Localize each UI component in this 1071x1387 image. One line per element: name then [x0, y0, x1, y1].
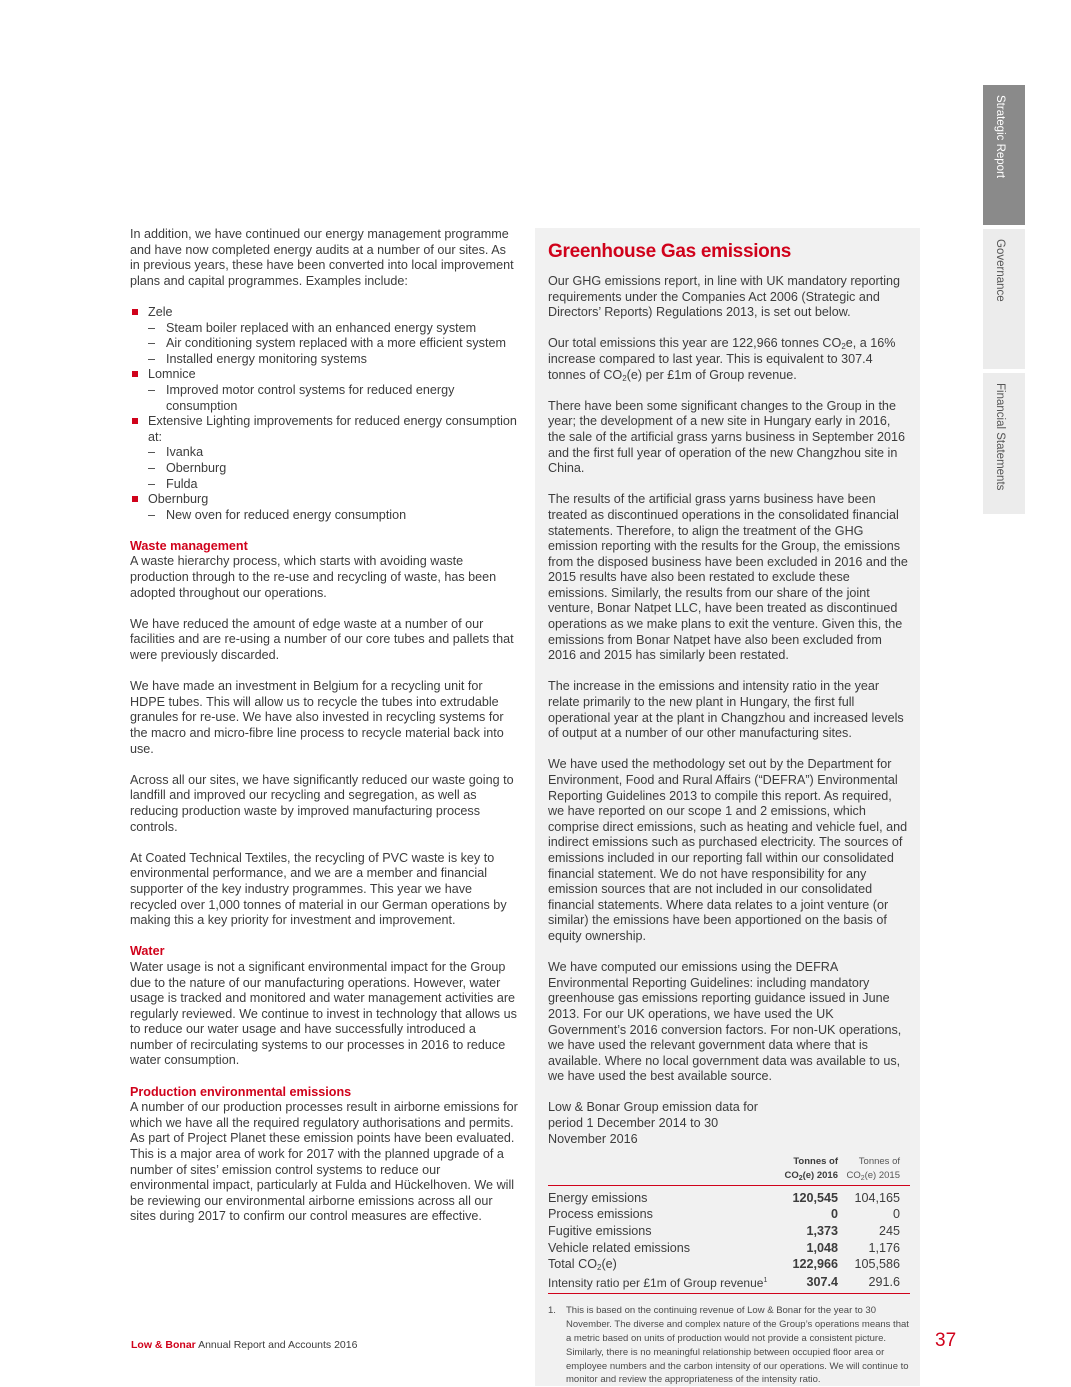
- sub-list-item: – New oven for reduced energy consumption: [148, 507, 407, 522]
- ghg-title: Greenhouse Gas emissions: [548, 241, 792, 262]
- ghg-paragraph: Our total emissions this year are 122,966 tonnes $CO_2e$, a 16% increase compared to last year. This is equivalent to 307.4 tonnes of $CO_2(e)$ per £1m of Group revenue.: [548, 336, 896, 383]
- table-caption: Low & Bonar Group emission data for period 1 December 2014 to 30 November 2016: [548, 1100, 759, 1146]
- table-bottom-rule: [548, 1293, 910, 1294]
- waste-paragraph: We have reduced the amount of edge waste at a number of our facilities and are re-using a number of our core tubes and pallets that were previously discarded.: [130, 616, 514, 663]
- waste-paragraph: At Coated Technical Textiles, the recycling of PVC waste is key to environmental performance, and we are a member and financial supporter of the key industry programmes. This year we have recycled over 1,000 tonnes of material in our German operations by making this a key priority for investment and improvement.: [130, 850, 507, 928]
- bullet-square-icon: [132, 371, 138, 377]
- water-paragraph: Water usage is not a significant environmental impact for the Group due to the nature of our manufacturing operations. However, water usage is tracked and monitored and water management activities are regularly reviewed. We continue to invest in technology that allows us to reduce our water usage and have successfully introduced a number of recirculating systems to our processes in 2016 to reduce water consumption.: [130, 959, 517, 1068]
- sub-list-item: – Obernburg: [148, 460, 227, 475]
- page-number: 37: [935, 1330, 957, 1351]
- page-footer: [131, 1339, 357, 1351]
- intro-paragraph: In addition, we have continued our energy management programme and have now completed energy audits at a number of our sites. As in previous years, these have been converted into local improvement plans and capital programmes. Examples include:: [130, 227, 514, 288]
- tab-strategic-report[interactable]: Strategic Report: [983, 85, 1025, 225]
- ghg-paragraph: The increase in the emissions and intensity ratio in the year relate primarily to the new plant in Hungary, the first full operational year at the plant in Changzhou and increased levels of output at a number of our other manufacturing sites.: [548, 679, 904, 741]
- production-emissions-paragraph: A number of our production processes result in airborne emissions for which we have all the required regulatory authorisations and permits. As part of Project Planet these emission points have been evaluated. This is a major area of work for 2017 with the planned upgrade of a number of sites’ emission control systems to reduce our environmental impact, particularly at Fulda and Hückelhoven. We will be reviewing our environmental airborne emissions across all our sites during 2017 to confirm our control measures are effective.: [130, 1100, 518, 1224]
- footer-text: Annual Report and Accounts 2016: [195, 1339, 358, 1351]
- table-row-intensity: Intensity ratio per £1m of Group revenue$^1$ 307.4 291.6: [548, 1274, 900, 1290]
- ghg-paragraph: The results of the artificial grass yarns business have been treated as discontinued operations in the consolidated financial statements. Therefore, to align the treatment of the GHG emission reporting with the results for the Group, the emissions from the disposed business have been excluded in 2016 and the 2015 results have also been restated to exclude these emissions. Similarly, the results from our share of the joint venture, Bonar Natpet LLC, have been treated as discontinued operations as we make plans to exit the venture. Given this, the emissions from Bonar Natpet have also been excluded from 2016 and 2015 has similarly been restated.: [548, 492, 908, 663]
- sub-list-item: – Ivanka: [148, 445, 204, 460]
- table-header: [548, 1153, 910, 1186]
- footer-brand: Low & Bonar: [131, 1339, 196, 1351]
- left-column: [130, 227, 518, 1241]
- list-item: Extensive Lighting improvements for reduced energy consumption at: – Ivanka – Obernburg – Fulda: [130, 414, 518, 492]
- sub-list-item: – Fulda: [148, 476, 198, 491]
- waste-paragraph: A waste hierarchy process, which starts with avoiding waste production through to the re-use and recycling of waste, has been adopted throughout our operations.: [130, 554, 497, 600]
- water-heading: Water: [130, 944, 165, 959]
- bullet-square-icon: [132, 418, 138, 424]
- energy-examples-list: [130, 305, 518, 523]
- waste-heading: Waste management: [130, 538, 248, 553]
- table-row: Vehicle related emissions 1,048 1,176: [548, 1240, 900, 1255]
- table-row: Fugitive emissions 1,373 245: [548, 1224, 900, 1239]
- table-row-total: Total $CO_2(e)$ 122,966 105,586: [548, 1257, 900, 1273]
- tab-financial-statements[interactable]: Financial Statements: [983, 373, 1025, 514]
- ghg-paragraph: Our GHG emissions report, in line with UK mandatory reporting requirements under the Companies Act 2006 (Strategic and Directors’ Reports) Regulations 2013, is set out below.: [548, 274, 901, 320]
- column-header-2015: Tonnes of $CO_2(e)$ 2015: [846, 1155, 900, 1182]
- ghg-paragraph: There have been some significant changes to the Group in the year; the development of a new site in Hungary early in 2016, the sale of the artificial grass yarns business in September 2016 and the first full year of operation of the new Changzhou site in China.: [548, 398, 906, 476]
- sub-list-item: – Improved motor control systems for reduced energy consumption: [148, 382, 455, 413]
- table-footnote: 1. This is based on the continuing revenue of Low & Bonar for the year to 30 November. The diverse and complex nature of the Group’s operations means that a metric based on units of production would not provide a consistent picture. Similarly, there is no meaningful relationship between occupied floor area or employee numbers and the carbon intensity of our operations. We will continue to monitor and review the appropriateness of the intensity ratio.: [548, 1305, 909, 1386]
- bullet-square-icon: [132, 309, 138, 315]
- tab-governance[interactable]: Governance: [983, 229, 1025, 369]
- table-row: Process emissions 0 0: [548, 1207, 900, 1222]
- sub-list-item: – Air conditioning system replaced with a more efficient system: [148, 336, 506, 351]
- column-header-2016: Tonnes of $CO_2(e)$ 2016: [784, 1155, 838, 1182]
- production-emissions-heading: Production environmental emissions: [130, 1084, 352, 1099]
- ghg-paragraph: We have computed our emissions using the DEFRA Environmental Reporting Guidelines: including mandatory greenhouse gas emissions reporting guidance issued in June 2013. For our UK operations, we have used the UK Government’s 2016 conversion factors. For non-UK operations, we have used the relevant government data where that is available. Where no local government data was available to us, we have used the best available source.: [548, 960, 902, 1084]
- list-item: Lomnice – Improved motor control systems for reduced energy consumption: [130, 367, 518, 414]
- sub-list-item: – Steam boiler replaced with an enhanced energy system: [148, 320, 477, 335]
- sub-list-item: – Installed energy monitoring systems: [148, 351, 367, 366]
- ghg-paragraph: We have used the methodology set out by the Department for Environment, Food and Rural Affairs (“DEFRA”) Environmental Reporting Guidelines 2013 to compile this report. As required, we have reported on our scope 1 and 2 emissions, which comprise direct emissions, such as heating and vehicle fuel, and indirect emissions such as purchased electricity. The sources of emissions included in our reporting fall within our consolidated financial statement. We do not have responsibility for any emission sources that are not included in our consolidated financial statements. Where data relates to a joint venture (or similar) the emissions have been apportioned on the basis of equity ownership.: [548, 757, 908, 943]
- bullet-square-icon: [132, 496, 138, 502]
- waste-paragraph: We have made an investment in Belgium for a recycling unit for HDPE tubes. This will allow us to recycle the tubes into extrudable granules for re-use. We have also invested in recycling systems for the macro and micro-fibre line process to recycle material back into use.: [130, 679, 504, 756]
- ghg-section: [548, 240, 910, 1387]
- waste-paragraph: Across all our sites, we have significantly reduced our waste going to landfill and improved our recycling and segregation, as well as reducing production waste by improved manufacturing process controls.: [130, 772, 514, 834]
- emissions-table: [548, 1190, 910, 1292]
- list-item: Zele – Steam boiler replaced with an enhanced energy system – Air conditioning system replaced with a more efficient system – Installed energy monitoring systems: [130, 305, 518, 367]
- list-item: Obernburg – New oven for reduced energy consumption: [130, 492, 518, 523]
- table-row: Energy emissions 120,545 104,165: [548, 1190, 900, 1205]
